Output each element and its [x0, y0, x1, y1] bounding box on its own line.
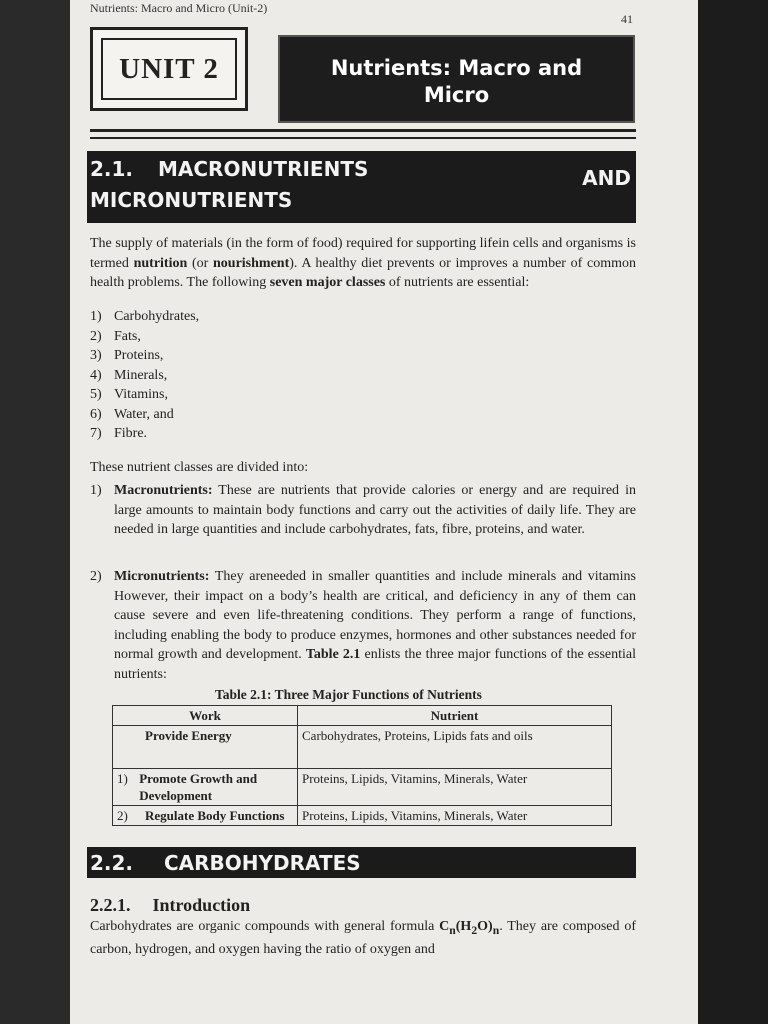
unit-label: UNIT 2: [101, 38, 237, 100]
term-nutrition: nutrition: [133, 255, 188, 271]
divided-intro: These nutrient classes are divided into:: [90, 460, 309, 475]
unit-box: [90, 27, 248, 111]
table-row: 1) Promote Growth and Development Proteins, Lipids, Vitamins, Minerals, Water: [113, 769, 612, 806]
item-number: 1): [90, 483, 102, 498]
nutrient-class-list: [90, 307, 636, 444]
col-header-work: Work: [113, 706, 298, 726]
subsection-title: Introduction: [152, 895, 251, 915]
intro-paragraph: [90, 234, 636, 293]
micronutrients-item: [90, 567, 636, 684]
list-item: 2) Fats,: [90, 328, 141, 344]
work-cell: Provide Energy: [145, 728, 232, 743]
table-caption: Table 2.1: Three Major Functions of Nutrients: [215, 687, 482, 702]
list-item: 1) Carbohydrates,: [90, 309, 200, 324]
divider-rule: [90, 137, 636, 139]
section-heading-text: 2.2. CARBOHYDRATES: [90, 851, 361, 875]
page-number: 41: [621, 12, 633, 26]
divider-rule: [90, 129, 636, 132]
micro-text: They areneeded in smaller quantities and include minerals and vitamins However, their impact on a body’s health are critical, and deficiency in any of them can cause severe and even life-threatening conditions. They perform a range of functions, including enabling the body to produce enzymes, hormones and other substances needed for normal growth and development.: [114, 569, 636, 662]
work-cell: Promote Growth and Development: [139, 771, 258, 803]
general-formula: $C_n(H_2O)_n$: [439, 919, 500, 937]
list-item: 3) Proteins,: [90, 348, 164, 363]
background-edge: [698, 0, 768, 1024]
section-heading-and: AND: [582, 166, 631, 190]
subsection-heading: [90, 895, 250, 916]
list-item: 4) Minerals,: [90, 367, 168, 383]
nutrient-cell: Proteins, Lipids, Vitamins, Minerals, Water: [298, 769, 612, 806]
intro-text: (or: [187, 255, 213, 271]
table-header-row: [113, 706, 612, 726]
table-ref: Table 2.1: [305, 647, 361, 662]
unit-title-line1: Nutrients: Macro and: [330, 56, 583, 80]
list-item: 6) Water, and: [90, 406, 174, 422]
nutrient-cell: Carbohydrates, Proteins, Lipids fats and oils: [298, 726, 612, 769]
carbohydrates-paragraph: Carbohydrates are organic compounds with general formula $C_n(H_2O)_n$. They are composed of carbon, hydrogen, and oxygen having the ratio of oxygen and: [90, 919, 636, 958]
table-row: [113, 726, 612, 769]
section-heading-line1: 2.1. MACRONUTRIENTS: [90, 157, 369, 181]
book-page: [70, 0, 698, 1024]
subsection-number: 2.2.1.: [90, 895, 131, 915]
macronutrients-item: [90, 481, 636, 540]
nutrient-cell: Proteins, Lipids, Vitamins, Minerals, Water: [298, 806, 612, 826]
term-macronutrients: Macronutrients:: [114, 483, 213, 498]
nutrient-functions-table: [112, 705, 612, 826]
unit-title-line2: Micro: [423, 83, 490, 107]
term-nourishment: nourishment: [213, 255, 290, 271]
section-heading-line2: MICRONUTRIENTS: [90, 188, 293, 212]
intro-text: The supply of materials (in the form of food) required for supporting lifein cells and organisms is termed: [90, 236, 636, 271]
term-seven-classes: seven major classes: [269, 275, 386, 290]
item-number: 2): [90, 569, 102, 584]
micro-text: enlists the three major functions of the essential nutrients:: [114, 647, 637, 682]
work-cell: Regulate Body Functions: [145, 808, 285, 823]
intro-text: of nutrients are essential:: [385, 275, 530, 290]
table-row: 2) Regulate Body Functions Proteins, Lipids, Vitamins, Minerals, Water: [113, 806, 612, 826]
list-item: 5) Vitamins,: [90, 387, 168, 402]
section-heading-2-1: [87, 151, 636, 223]
unit-title: [278, 35, 635, 123]
macro-text: These are nutrients that provide calories or energy and are required in large amounts to maintain body functions and carry out the activities of daily life. They are needed in large quantities and include carbohydrates, fats, fibre, proteins, and water.: [114, 483, 636, 537]
col-header-nutrient: Nutrient: [298, 706, 612, 726]
intro-text: ). A healthy diet prevents or improves a number of common health problems. The following: [90, 255, 636, 290]
running-head: Nutrients: Macro and Micro (Unit-2): [90, 1, 268, 15]
section-heading-2-2: [87, 847, 636, 878]
term-micronutrients: Micronutrients:: [114, 569, 210, 584]
list-item: 7) Fibre.: [90, 426, 148, 441]
